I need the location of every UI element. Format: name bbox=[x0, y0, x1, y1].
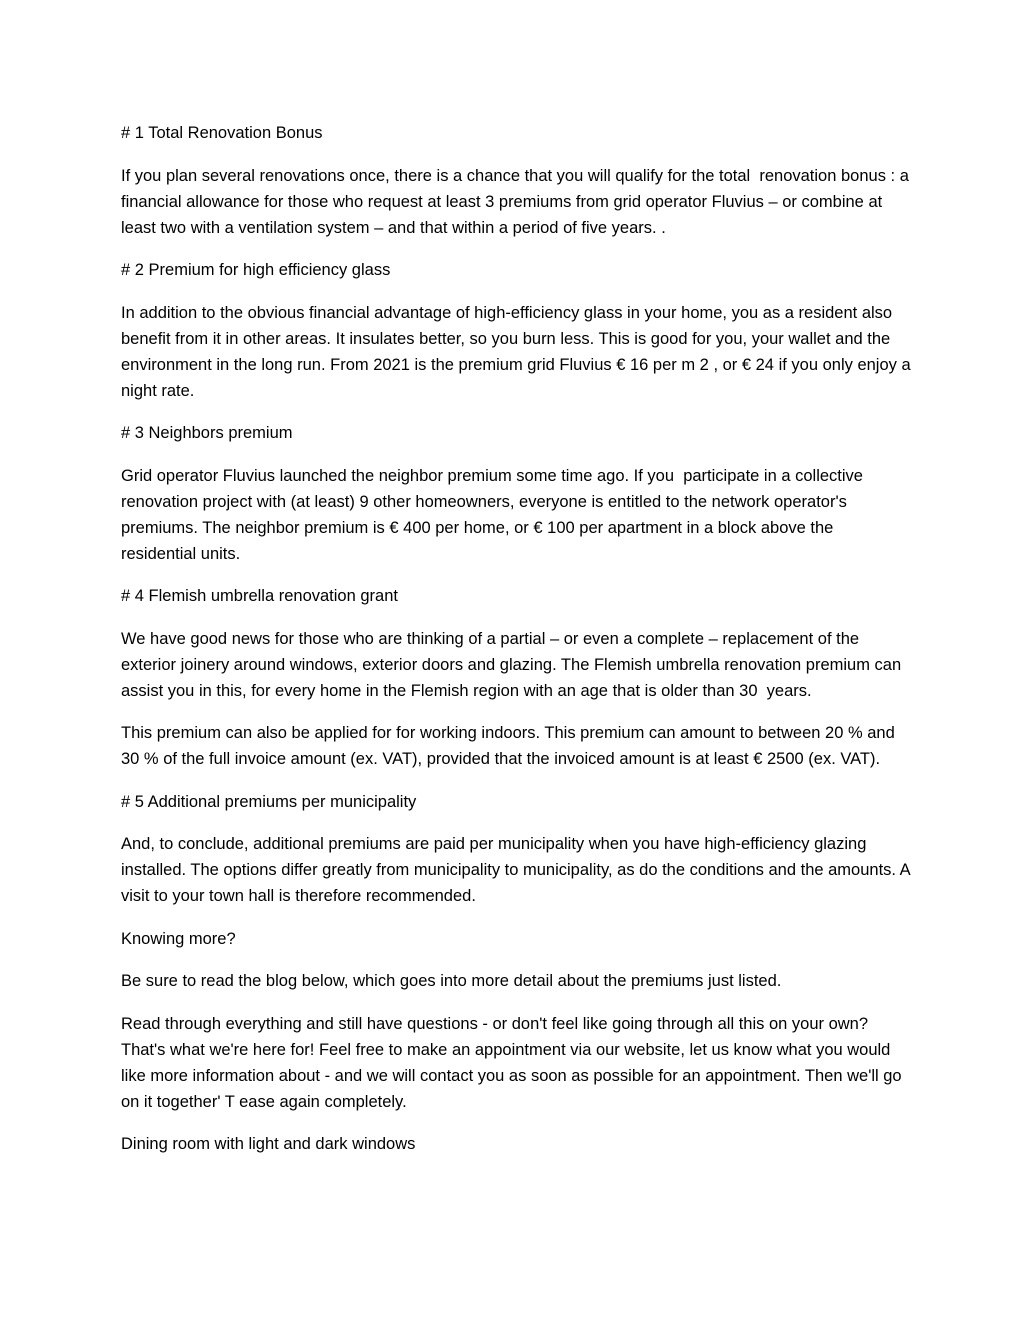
paragraph-neighbors-premium: Grid operator Fluvius launched the neighbor premium some time ago. If you participate in a collective renovation project with (at least) 9 other homeowners, everyone is entitled to the network operator's premiums. The neighbor premium is € 400 per home, or € 100 per apartment in a block above the residential units. bbox=[121, 466, 868, 563]
paragraph-questions-appointment: Read through everything and still have questions - or don't feel like going through all this on your own? That's what we're here for! Feel free to make an appointment via our website, let us know what you would like more information about - and we will contact you as soon as possible for an appointment. Then we'll go on it together' T ease again completely. bbox=[121, 1014, 907, 1111]
heading-high-efficiency-glass: # 2 Premium for high efficiency glass bbox=[121, 261, 391, 279]
heading-total-renovation-bonus: # 1 Total Renovation Bonus bbox=[121, 124, 323, 142]
paragraph-read-blog: Be sure to read the blog below, which goes into more detail about the premiums just listed. bbox=[121, 972, 782, 990]
paragraph-flemish-umbrella-grant: We have good news for those who are thinking of a partial – or even a complete – replacement of the exterior joinery around windows, exterior doors and glazing. The Flemish umbrella renovation premium can assist you in this, for every home in the Flemish region with an age that is older than 30 years. bbox=[121, 629, 906, 700]
heading-neighbors-premium: # 3 Neighbors premium bbox=[121, 424, 293, 442]
heading-knowing-more: Knowing more? bbox=[121, 929, 236, 948]
paragraph-total-renovation-bonus: If you plan several renovations once, there is a chance that you will qualify for the total renovation bonus : a financial allowance for those who request at least 3 premiums from grid operator Fluvius – or combine at least two with a ventilation system – and that within a period of five years. . bbox=[121, 166, 914, 237]
image-caption: Dining room with light and dark windows bbox=[121, 1135, 416, 1153]
heading-flemish-umbrella-grant: # 4 Flemish umbrella renovation grant bbox=[121, 587, 398, 605]
document-page bbox=[121, 120, 916, 1174]
heading-additional-premiums: # 5 Additional premiums per municipality bbox=[121, 792, 417, 811]
paragraph-working-indoors: This premium can also be applied for for working indoors. This premium can amount to between 20 % and 30 % of the full invoice amount (ex. VAT), provided that the invoiced amount is at least € 2500 (ex. VAT). bbox=[121, 724, 900, 768]
paragraph-additional-premiums: And, to conclude, additional premiums are paid per municipality when you have high-efficiency glazing installed. The options differ greatly from municipality to municipality, as do the conditions and the amounts. A visit to your town hall is therefore recommended. bbox=[121, 835, 915, 905]
paragraph-high-efficiency-glass: In addition to the obvious financial advantage of high-efficiency glass in your home, you as a resident also benefit from it in other areas. It insulates better, so you burn less. This is good for you, your wallet and the environment in the long run. From 2021 is the premium grid Fluvius € 16 per m 2 , or € 24 if you only enjoy a night rate. bbox=[121, 303, 916, 400]
